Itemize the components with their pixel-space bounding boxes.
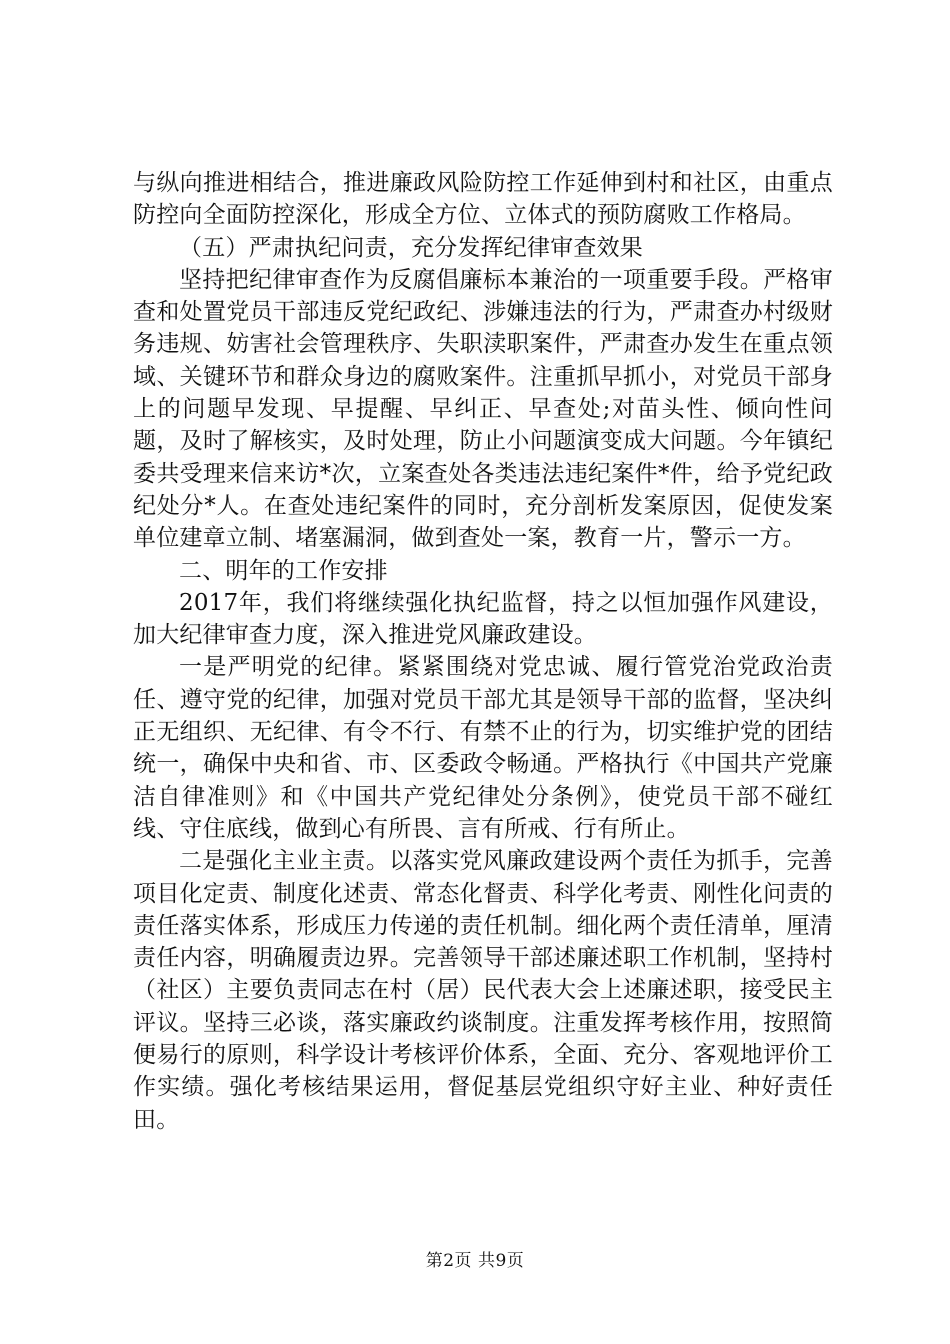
paragraph-2017-plan: 2017年，我们将继续强化执纪监督，持之以恒加强作风建设，加大纪律审查力度，深入推进党风廉政建设。 (133, 589, 833, 649)
page-footer: 第2页 共9页 (425, 1251, 525, 1271)
paragraph-party-discipline: 一是严明党的纪律。紧紧围绕对党忠诚、履行管党治党政治责任、遵守党的纪律，加强对党员干部尤其是领导干部的监督，坚决纠正无组织、无纪律、有令不行、有禁不止的行为，切实维护党的团结统一，确保中央和省、市、区委政令畅通。严格执行《中国共产党廉洁自律准则》和《中国共产党纪律处分条例》，使党员干部不碰红线、守住底线，做到心有所畏、言有所戒、行有所止。 (133, 654, 833, 842)
paragraph-main-responsibility: 二是强化主业主责。以落实党风廉政建设两个责任为抓手，完善项目化定责、制度化述责、常态化督责、科学化考责、刚性化问责的责任落实体系，形成压力传递的责任机制。细化两个责任清单，厘清责任内容，明确履责边界。完善领导干部述廉述职工作机制，坚持村（社区）主要负责同志在村（居）民代表大会上述廉述职，接受民主评议。坚持三必谈，落实廉政约谈制度。注重发挥考核作用，按照简便易行的原则，科学设计考核评价体系，全面、充分、客观地评价工作实绩。强化考核结果运用，督促基层党组织守好主业、种好责任田。 (133, 848, 833, 1133)
paragraph-continuation: 与纵向推进相结合，推进廉政风险防控工作延伸到村和社区，由重点防控向全面防控深化，形成全方位、立体式的预防腐败工作格局。 (133, 170, 833, 229)
section-heading-next-year: 二、明年的工作安排 (179, 557, 388, 584)
section-heading-5: （五）严肃执纪问责，充分发挥纪律审查效果 (179, 234, 643, 261)
paragraph-discipline-review: 坚持把纪律审查作为反腐倡廉标本兼治的一项重要手段。严格审查和处置党员干部违反党纪政纪、涉嫌违法的行为，严肃查办村级财务违规、妨害社会管理秩序、失职渎职案件，严肃查办发生在重点领域、关键环节和群众身边的腐败案件。注重抓早抓小，对党员干部身上的问题早发现、早提醒、早纠正、早查处;对苗头性、倾向性问题，及时了解核实，及时处理，防止小问题演变成大问题。今年镇纪委共受理来信来访*次，立案查处各类违法违纪案件*件，给予党纪政纪处分*人。在查处违纪案件的同时，充分剖析发案原因，促使发案单位建章立制、堵塞漏洞，做到查处一案，教育一片，警示一方。 (133, 266, 833, 552)
document-body (133, 167, 833, 1136)
